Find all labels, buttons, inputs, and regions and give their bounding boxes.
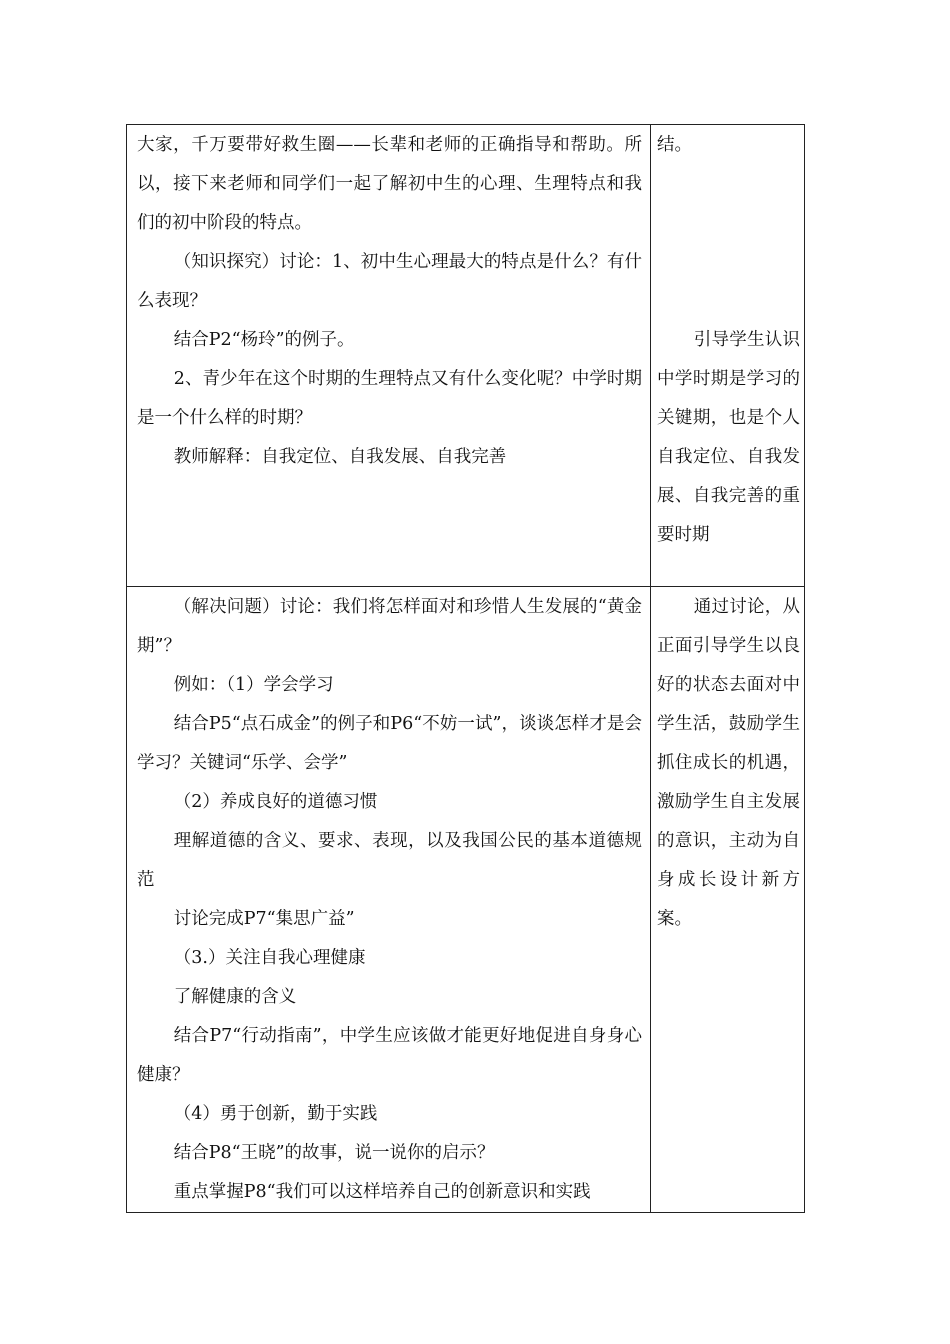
paragraph: 了解健康的含义: [173, 987, 297, 1007]
paragraph: 结合P8“王晓”的故事，说一说你的启示？: [173, 1143, 495, 1163]
paragraph: （2）养成良好的道德习惯: [173, 792, 378, 812]
table-row: [127, 587, 805, 1213]
spacer: [657, 165, 800, 321]
lesson-plan-table: [126, 124, 805, 1213]
paragraph: 讨论完成P7“集思广益”: [173, 909, 355, 929]
paragraph: 大家，千万要带好救生圈——长辈和老师的正确指导和帮助。所以，接下来老师和同学们一起了解初中生的心理、生理特点和我们的初中阶段的特点。: [137, 135, 642, 233]
paragraph: 教师解释：自我定位、自我发展、自我完善: [173, 447, 507, 467]
side-note: 引导学生认识中学时期是学习的关键期，也是个人自我定位、自我发展、自我完善的重要时期: [657, 330, 800, 545]
table-row: [127, 125, 805, 587]
paragraph: （4）勇于创新，勤于实践: [173, 1104, 378, 1124]
side-note: 结。: [657, 135, 692, 155]
paragraph: 结合P2“杨玲”的例子。: [173, 330, 355, 350]
design-intent-cell: [651, 125, 805, 587]
teaching-content-cell: [127, 587, 651, 1213]
paragraph: 重点掌握P8“我们可以这样培养自己的创新意识和实践: [173, 1182, 591, 1202]
design-intent-cell: [651, 587, 805, 1213]
paragraph: 理解道德的含义、要求、表现，以及我国公民的基本道德规范: [137, 831, 642, 890]
side-note: 通过讨论，从正面引导学生以良好的状态去面对中学生活，鼓励学生抓住成长的机遇，激励学生自主发展的意识，主动为自身成长设计新方案。: [657, 597, 800, 929]
paragraph: （知识探究）讨论：1、初中生心理最大的特点是什么？有什么表现？: [137, 252, 642, 311]
paragraph: 2、青少年在这个时期的生理特点又有什么变化呢？中学时期是一个什么样的时期？: [137, 369, 642, 428]
paragraph: （解决问题）讨论：我们将怎样面对和珍惜人生发展的“黄金期”？: [137, 597, 642, 656]
paragraph: （3.）关注自我心理健康: [173, 948, 366, 968]
paragraph: 例如：（1）学会学习: [173, 675, 334, 695]
paragraph: 结合P5“点石成金”的例子和P6“不妨一试”，谈谈怎样才是会学习？关键词“乐学、会学”: [137, 714, 642, 773]
teaching-content-cell: [127, 125, 651, 587]
paragraph: 结合P7“行动指南”，中学生应该做才能更好地促进自身身心健康？: [137, 1026, 642, 1085]
